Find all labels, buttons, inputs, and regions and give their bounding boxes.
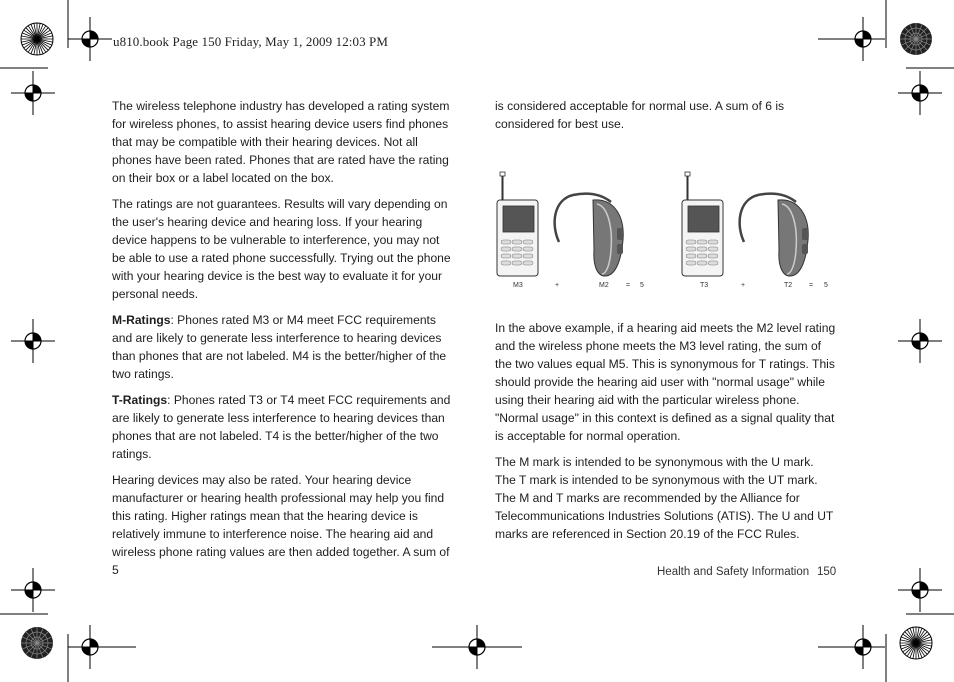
phone-rating-label: M3 bbox=[513, 282, 523, 289]
phone-illustration bbox=[682, 172, 723, 276]
left-column bbox=[112, 97, 454, 587]
m-ratings-text: : Phones rated M3 or M4 meet FCC requirements and are likely to generate less interference to hearing devices than phones that are not labeled. M4 is the better/higher of the two ratings. bbox=[112, 313, 447, 381]
t-ratings-text: : Phones rated T3 or T4 meet FCC requirements and are likely to generate less interference to hearing devices than phones that are not labeled. T4 is the better/higher of the two ratings. bbox=[112, 393, 451, 461]
rating-figure-t bbox=[678, 170, 848, 295]
footer-section-title: Health and Safety Information bbox=[657, 566, 810, 578]
rating-figure-m bbox=[493, 170, 663, 295]
hearing-aid-rating-label: M2 bbox=[599, 282, 609, 289]
intro-paragraph: The wireless telephone industry has developed a rating system for wireless phones, to assist hearing device users find phones that may be compatible with their hearing devices. Not all phones have been rated. Phones that are rated have the rating on their box or a label located on the box. bbox=[112, 99, 450, 185]
phone-and-hearing-aid-illustration bbox=[678, 170, 848, 280]
m-ratings-paragraph bbox=[112, 311, 454, 383]
plus-sign: + bbox=[741, 282, 746, 289]
equals-sign: = bbox=[809, 282, 814, 289]
hearing-aid-rating-label: T2 bbox=[784, 282, 793, 289]
equals-sign: = bbox=[626, 282, 631, 289]
t-ratings-term: T-Ratings bbox=[112, 393, 168, 407]
mark-paragraph: The M mark is intended to be synonymous with the U mark. The T mark is intended to be synonymous with the UT mark. The M and T marks are recommended by the Alliance for Telecommunications Industries Solutions (ATIS). The U and UT marks are referenced in Section 20.19 of the FCC Rules. bbox=[495, 455, 834, 541]
phone-and-hearing-aid-illustration bbox=[493, 170, 663, 280]
right-column bbox=[495, 97, 837, 551]
book-file-info: u810.book Page 150 Friday, May 1, 2009 12:03 PM bbox=[113, 34, 389, 49]
hearing-aid-illustration bbox=[740, 194, 809, 276]
sum-continuation-paragraph: is considered acceptable for normal use. A sum of 6 is considered for best use. bbox=[495, 99, 785, 131]
phone-illustration bbox=[497, 172, 538, 276]
sum-value: 5 bbox=[824, 282, 828, 289]
t-ratings-paragraph bbox=[112, 391, 454, 463]
m-ratings-term: M-Ratings bbox=[112, 313, 171, 327]
hearing-aid-illustration bbox=[555, 194, 624, 276]
example-paragraph: In the above example, if a hearing aid meets the M2 level rating and the wireless phone meets the M3 level rating, the sum of the two values equal M5. This is synonymous for T ratings. This should provide the hearing aid user with "normal usage" while using their hearing aid with the particular wireless phone. "Normal usage" in this context is defined as a signal quality that is acceptable for normal operation. bbox=[495, 321, 836, 443]
page-number: 150 bbox=[817, 566, 837, 578]
hearing-devices-paragraph: Hearing devices may also be rated. Your hearing device manufacturer or hearing health professional may help you find this rating. Higher ratings mean that the hearing device is relatively immune to interference noise. The hearing aid and wireless phone rating values are then added together. A sum of 5 bbox=[112, 473, 450, 577]
phone-rating-label: T3 bbox=[700, 282, 709, 289]
guarantee-paragraph: The ratings are not guarantees. Results will vary depending on the user's hearing device and hearing loss. If your hearing device happens to be vulnerable to interference, you may not be able to use a rated phone successfully. Trying out the phone with your hearing device is the best way to evaluate it for your personal needs. bbox=[112, 197, 451, 301]
sum-value: 5 bbox=[640, 282, 644, 289]
plus-sign: + bbox=[555, 282, 560, 289]
